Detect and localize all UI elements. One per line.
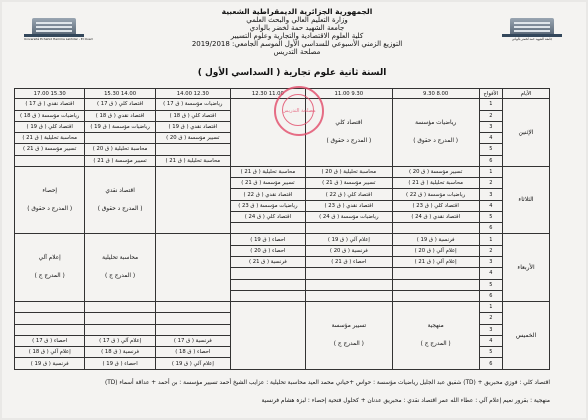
cell-wed-c3: [230, 268, 305, 279]
cell-thu-c4-empty: [155, 324, 230, 335]
cell-tue-c2: اقتصاد نقدي ( ق 23 ): [305, 200, 392, 211]
cell-thu-c4-empty: [155, 313, 230, 324]
group-number: 4: [479, 200, 502, 211]
group-number: 2: [479, 245, 502, 256]
cell-mon-c5: محاسبة تحليلية ( ق 20 ): [85, 144, 155, 155]
group-number: 6: [479, 223, 502, 234]
cell-mon-c1: رياضيات مؤسسة ( المدرج د حقوق ): [392, 99, 479, 167]
cell-wed-c2: [305, 268, 392, 279]
cell-thu-c6-empty: [15, 302, 85, 313]
cell-tue-c2: [305, 223, 392, 234]
cell-tue-c1: محاسبة تحليلية ( ق 21 ): [392, 178, 479, 189]
cell-wed-c3: احصاء ( ق 20 ): [230, 245, 305, 256]
cell-wed-c3-empty: [230, 279, 305, 290]
cell-thu-c6-empty: [15, 313, 85, 324]
cell-thu-c5: فرنسية ( ق 18 ): [85, 347, 155, 358]
cell-thu-c2: تسيير مؤسسة ( المدرج ج ): [305, 302, 392, 370]
group-number: 6: [479, 358, 502, 370]
header-cell-t3: 11.00 12.30: [230, 89, 305, 99]
cell-tue-c3: رياضيات مؤسسة ( ق 23 ): [230, 200, 305, 211]
cell-thu-c1: منهجية ( المدرج ج ): [392, 302, 479, 370]
cell-tue-c1: اقتصاد نقدي ( ق 24 ): [392, 211, 479, 222]
cell-thu-c5-empty: [85, 324, 155, 335]
cell-wed-c1: إعلام آلي ( ق 20 ): [392, 245, 479, 256]
cell-wed-c3-empty: [230, 290, 305, 301]
group-number: 3: [479, 189, 502, 200]
header-line-4: كلية العلوم الاقتصادية والتجارية وعلوم التسيير: [230, 32, 364, 40]
cell-tue-c2: اقتصاد كلي ( ق 22 ): [305, 189, 392, 200]
cell-wed-c4-empty: [155, 234, 230, 302]
cell-tue-c1: اقتصاد كلي ( ق 23 ): [392, 200, 479, 211]
cell-thu-c6: احصاء ( ق 17 ): [15, 335, 85, 346]
cell-thu-c4: فرنسية ( ق 17 ): [155, 335, 230, 346]
cell-wed-c2-empty: [305, 290, 392, 301]
day-monday: الإثنين: [503, 99, 550, 167]
cell-tue-c3: [230, 223, 305, 234]
group-number: 2: [479, 110, 502, 121]
cell-mon-c6: محاسبة تحليلية ( ق 21 ): [15, 133, 85, 144]
cell-tue-c2: محاسبة تحليلية ( ق 20 ): [305, 166, 392, 177]
header-line-1: الجمهورية الجزائرية الديمقراطية الشعبية: [221, 7, 373, 16]
cell-mon-c4: اقتصاد نقدي ( ق 19 ): [155, 121, 230, 132]
cell-wed-c2-empty: [305, 279, 392, 290]
university-logo-left: Université Echahid Hamma Lakhdar - El Oued: [24, 16, 84, 42]
document-header: [152, 8, 442, 56]
group-number: 2: [479, 178, 502, 189]
cell-tue-c1: رياضيات مؤسسة ( ق 22 ): [392, 189, 479, 200]
day-tuesday: الثلاثاء: [503, 166, 550, 234]
header-cell-num: الأفواج: [479, 89, 502, 99]
group-number: 3: [479, 256, 502, 267]
cell-thu-c5-empty: [85, 313, 155, 324]
group-number: 1: [479, 166, 502, 177]
cell-tue-c1: [392, 223, 479, 234]
cell-mon-c6: [15, 155, 85, 166]
cell-wed-c2: إعلام آلي ( ق 19 ): [305, 234, 392, 245]
cell-mon-c6: اقتصاد كلي ( ق 19 ): [15, 121, 85, 132]
cell-thu-c3-empty: [230, 302, 305, 370]
header-line-6: مصلحة التدريس: [273, 48, 321, 56]
university-logo-right: جامعة الشهيد حمة لخضر بالوادي: [502, 16, 562, 42]
cell-wed-c5: محاسبة تحليلية ( المدرج ج ): [85, 234, 155, 302]
cell-mon-c4: اقتصاد كلي ( ق 18 ): [155, 110, 230, 121]
cell-thu-c5: احصاء ( ق 19 ): [85, 358, 155, 370]
group-number: 6: [479, 155, 502, 166]
cell-tue-c6: إحصاء ( المدرج د حقوق ): [15, 166, 85, 234]
header-cell-t4: 12.30 14.00: [155, 89, 230, 99]
day-thursday: الخميس: [503, 302, 550, 370]
group-number: 6: [479, 290, 502, 301]
cell-thu-c6: إعلام آلي ( ق 18 ): [15, 347, 85, 358]
cell-mon-c4: رياضيات مؤسسة ( ق 17 ): [155, 99, 230, 110]
header-cell-t6: 15.30 17.00: [15, 89, 85, 99]
header-line-3: جامعة الشهيد حمة لخضر بالوادي: [249, 24, 345, 32]
cell-thu-c6: فرنسية ( ق 19 ): [15, 358, 85, 370]
header-cell-t2: 9.30 11.00: [305, 89, 392, 99]
cell-thu-c4: إعلام آلي ( ق 19 ): [155, 358, 230, 370]
footer-line-2: منهجية : بقرور نعيم إعلام آلي : عطاء الله عمر اقتصاد نقدي : محبريق عدنان + كحلول فتحية إحصاء : لبزة هشام فرنسية: [261, 398, 550, 404]
cell-thu-c4: احصاء ( ق 18 ): [155, 347, 230, 358]
header-cell-t1: 8.00 9.30: [392, 89, 479, 99]
cell-wed-c1-empty: [392, 279, 479, 290]
cell-tue-c3: اقتصاد كلي ( ق 24 ): [230, 211, 305, 222]
cell-tue-c2: تسيير مؤسسة ( ق 21 ): [305, 178, 392, 189]
cell-tue-c3: اقتصاد نقدي ( ق 22 ): [230, 189, 305, 200]
cell-thu-c5: إعلام آلي ( ق 17 ): [85, 335, 155, 346]
cell-mon-c6: اقتصاد نقدي ( ق 17 ): [15, 99, 85, 110]
header-line-5: التوزيع الزمني الأسبوعي للسداسي الأول الموسم الجامعي: 2019/2018: [191, 40, 403, 48]
cell-mon-c4: محاسبة تحليلية ( ق 21 ): [155, 155, 230, 166]
group-number: 4: [479, 335, 502, 346]
cell-wed-c3: احصاء ( ق 19 ): [230, 234, 305, 245]
cell-mon-c6: تسيير مؤسسة ( ق 21 ): [15, 144, 85, 155]
cell-wed-c2: احصاء ( ق 21 ): [305, 256, 392, 267]
cell-mon-c5: اقتصاد نقدي ( ق 18 ): [85, 110, 155, 121]
timetable: [14, 88, 550, 370]
cell-wed-c2: فرنسية ( ق 20 ): [305, 245, 392, 256]
cell-tue-c4-empty: [155, 166, 230, 234]
group-number: 1: [479, 99, 502, 110]
header-cell-day: الأيام: [503, 89, 550, 99]
group-number: 5: [479, 144, 502, 155]
cell-mon-c5: تسيير مؤسسة ( ق 21 ): [85, 155, 155, 166]
group-number: 5: [479, 347, 502, 358]
cell-wed-c1: فرنسية ( ق 19 ): [392, 234, 479, 245]
cell-mon-c4: تسيير مؤسسة ( ق 20 ): [155, 133, 230, 144]
group-number: 4: [479, 133, 502, 144]
cell-mon-c5: رياضيات مؤسسة ( ق 19 ): [85, 121, 155, 132]
cell-thu-c4-empty: [155, 302, 230, 313]
header-line-2: وزارة التعليم العالي والبحث العلمي: [246, 16, 348, 24]
cell-thu-c6-empty: [15, 324, 85, 335]
official-stamp: [274, 86, 324, 136]
cell-mon-c5: اقتصاد كلي ( ق 17 ): [85, 99, 155, 110]
document-page: [2, 2, 586, 418]
group-number: 4: [479, 268, 502, 279]
cell-tue-c5: اقتصاد نقدي ( المدرج د حقوق ): [85, 166, 155, 234]
cell-wed-c6: إعلام آلي ( المدرج ج ): [15, 234, 85, 302]
cell-mon-c6: رياضيات مؤسسة ( ق 18 ): [15, 110, 85, 121]
cell-mon-c4: [155, 144, 230, 155]
group-number: 2: [479, 313, 502, 324]
group-number: 5: [479, 211, 502, 222]
group-number: 3: [479, 121, 502, 132]
stamp-text: مصلحة التدريس: [282, 108, 316, 114]
cell-wed-c1-empty: [392, 290, 479, 301]
cell-tue-c2: رياضيات مؤسسة ( ق 24 ): [305, 211, 392, 222]
cell-wed-c1: إعلام آلي ( ق 21 ): [392, 256, 479, 267]
group-number: 1: [479, 234, 502, 245]
page-title: السنة ثانية علوم تجارية ( السداسي الأول ): [197, 68, 387, 78]
group-number: 3: [479, 324, 502, 335]
group-number: 1: [479, 302, 502, 313]
cell-tue-c3: تسيير مؤسسة ( ق 21 ): [230, 178, 305, 189]
cell-tue-c3: محاسبة تحليلية ( ق 21 ): [230, 166, 305, 177]
header-cell-t5: 14.00 15.30: [85, 89, 155, 99]
group-number: 5: [479, 279, 502, 290]
footer-line-1: اقتصاد كلي : فوزي محبريق + (TD) شفيق عبد الجليل رياضيات مؤسسة : حواس +خياني محمد العيد محاسبة تحليلية : عزايب الشيخ أحمد تسيير مؤسسة : بن أحمد + عداقة أسماء (TD): [104, 380, 550, 386]
cell-mon-c5: [85, 133, 155, 144]
day-wednesday: الأربعاء: [503, 234, 550, 302]
cell-wed-c3: فرنسية ( ق 21 ): [230, 256, 305, 267]
cell-tue-c1: تسيير مؤسسة ( ق 20 ): [392, 166, 479, 177]
cell-wed-c1: [392, 268, 479, 279]
cell-mon-c2: اقتصاد كلي ( المدرج د حقوق ): [305, 99, 392, 167]
cell-thu-c5-empty: [85, 302, 155, 313]
